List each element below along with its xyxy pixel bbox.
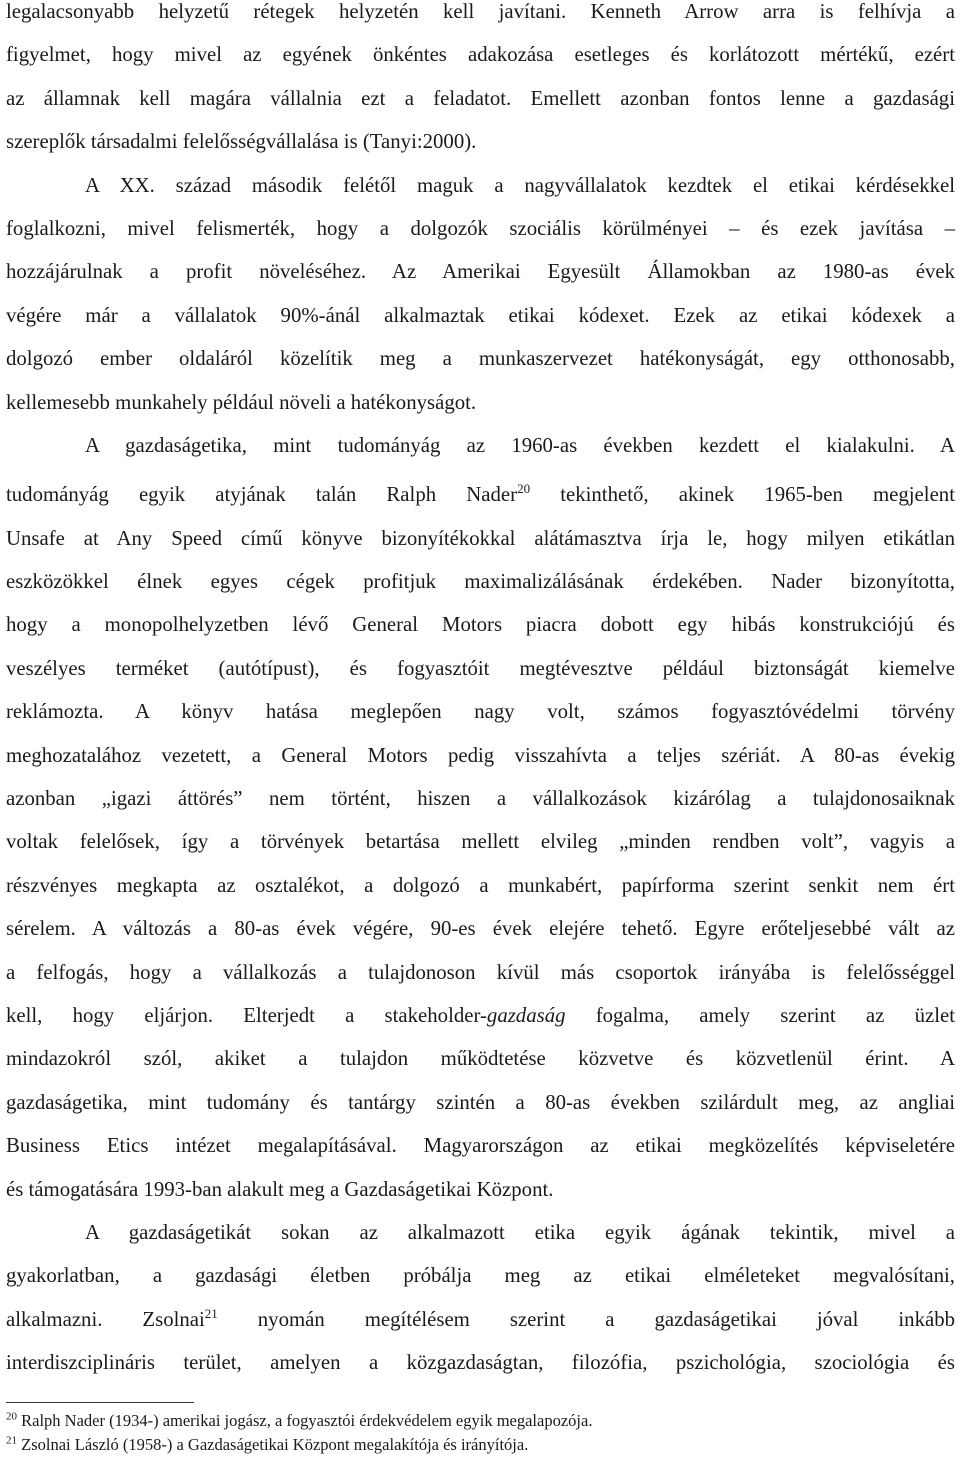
paragraph-first-line: A gazdaságetikát sokan az alkalmazott etika egyik ágának tekintik, mivel a: [85, 1220, 955, 1244]
footnote-text: Ralph Nader (1934-) amerikai jogász, a fogyasztói érdekvédelem egyik megalapozója.: [17, 1411, 593, 1430]
text-line: eszközökkel élnek egyes cégek profitjuk maximalizálásának érdekében. Nader bizonyította,: [6, 570, 955, 594]
text-line: [6, 473, 955, 516]
text-line: gyakorlatban, a gazdasági életben próbálja meg az etikai elméleteket megvalósítani,: [6, 1264, 955, 1288]
text-line: az államnak kell magára vállalnia ezt a feladatot. Emellett azonban fontos lenne a gazdasági: [6, 86, 955, 110]
text-line: Business Etics intézet megalapításával. Magyarországon az etikai megközelítés képviseletére: [6, 1134, 955, 1158]
text-line: voltak felelősek, így a törvények betartása mellett elvileg „minden rendben volt”, vagyis a: [6, 830, 955, 854]
text-line: figyelmet, hogy mivel az egyének önkéntes adakozása esetleges és korlátozott mértékű, ezért: [6, 43, 955, 67]
text-line: dolgozó ember oldaláról közelítik meg a munkaszervezet hatékonyságát, egy otthonosabb,: [6, 347, 955, 371]
footnote-ref-21: 21: [204, 1305, 218, 1321]
text-line: sérelem. A változás a 80-as évek végére, 90-es évek elejére tehető. Egyre erőteljesebbé vált az: [6, 917, 955, 941]
text-segment: alkalmazni. Zsolnai: [6, 1307, 205, 1331]
text-line: és támogatására 1993-ban alakult meg a Gazdaságetikai Központ.: [6, 1177, 554, 1201]
text-line: legalacsonyabb helyzetű rétegek helyzetén kell javítani. Kenneth Arrow arra is felhívja a: [6, 0, 955, 23]
text-line: azonban „igazi áttörés” nem történt, hiszen a vállalkozások kizárólag a tulajdonosaiknak: [6, 787, 955, 811]
text-segment: kell, hogy eljárjon. Elterjedt a stakeholder-: [6, 1003, 487, 1027]
text-line: szereplők társadalmi felelősségvállalása is (Tanyi:2000).: [6, 130, 477, 154]
footnotes: [6, 1402, 955, 1457]
text-segment: tudományág egyik atyjának talán Ralph Nader: [6, 483, 518, 507]
text-line: reklámozta. A könyv hatása meglepően nagy volt, számos fogyasztóvédelmi törvény: [6, 700, 955, 724]
text-line: Unsafe at Any Speed című könyve bizonyítékokkal alátámasztva írja le, hogy milyen etikátlan: [6, 526, 955, 550]
footnote-20: [6, 1409, 955, 1433]
footnote-number: 21: [6, 1434, 17, 1447]
text-line: foglalkozni, mivel felismerték, hogy a dolgozók szociális körülményei – és ezek javítása –: [6, 216, 955, 240]
document-body: [6, 0, 955, 1385]
text-segment: fogalma, amely szerint az üzlet: [565, 1003, 955, 1027]
text-line: kellemesebb munkahely például növeli a hatékonyságot.: [6, 390, 477, 414]
paragraph-first-line: A XX. század második felétől maguk a nagyvállalatok kezdtek el etikai kérdésekkel: [85, 173, 955, 197]
text-segment: tekinthető, akinek 1965-ben megjelent: [530, 483, 955, 507]
text-line: [6, 994, 955, 1037]
text-line: végére már a vállalatok 90%-ánál alkalmaztak etikai kódexet. Ezek az etikai kódexek a: [6, 303, 955, 327]
footnote-ref-20: 20: [517, 481, 531, 497]
paragraph-first-line: A gazdaságetika, mint tudományág az 1960-as években kezdett el kialakulni. A: [85, 433, 955, 457]
text-line: meghozatalához vezetett, a General Motors pedig visszahívta a teljes szériát. A 80-as évekig: [6, 743, 955, 767]
text-line: hozzájárulnak a profit növeléséhez. Az Amerikai Egyesült Államokban az 1980-as évek: [6, 260, 955, 284]
emphasis-text: gazdaság: [486, 1003, 566, 1027]
text-line: mindazokról szól, akiket a tulajdon működtetése közvetve és közvetlenül érint. A: [6, 1047, 955, 1071]
text-line: gazdaságetika, mint tudomány és tantárgy szintén a 80-as években szilárdult meg, az angliai: [6, 1090, 955, 1114]
text-line: [6, 1298, 955, 1341]
footnote-number: 20: [6, 1410, 17, 1423]
text-line: interdiszciplináris terület, amelyen a közgazdaságtan, filozófia, pszichológia, szociológia és: [6, 1351, 955, 1375]
text-line: hogy a monopolhelyzetben lévő General Motors piacra dobott egy hibás konstrukciójú és: [6, 613, 955, 637]
text-segment: nyomán megítélésem szerint a gazdaságetikai jóval inkább: [217, 1307, 955, 1331]
text-line: a felfogás, hogy a vállalkozás a tulajdonoson kívül más csoportok irányába is felelősséggel: [6, 960, 955, 984]
text-line: részvényes megkapta az osztalékot, a dolgozó a munkabért, papírforma szerint senkit nem ért: [6, 873, 955, 897]
text-line: veszélyes terméket (autótípust), és fogyasztóit megtévesztve például biztonságát kiemelve: [6, 656, 955, 680]
footnote-21: [6, 1433, 955, 1457]
footnote-text: Zsolnai László (1958-) a Gazdaságetikai Központ megalakítója és irányítója.: [17, 1435, 529, 1454]
footnote-separator: [6, 1402, 194, 1403]
